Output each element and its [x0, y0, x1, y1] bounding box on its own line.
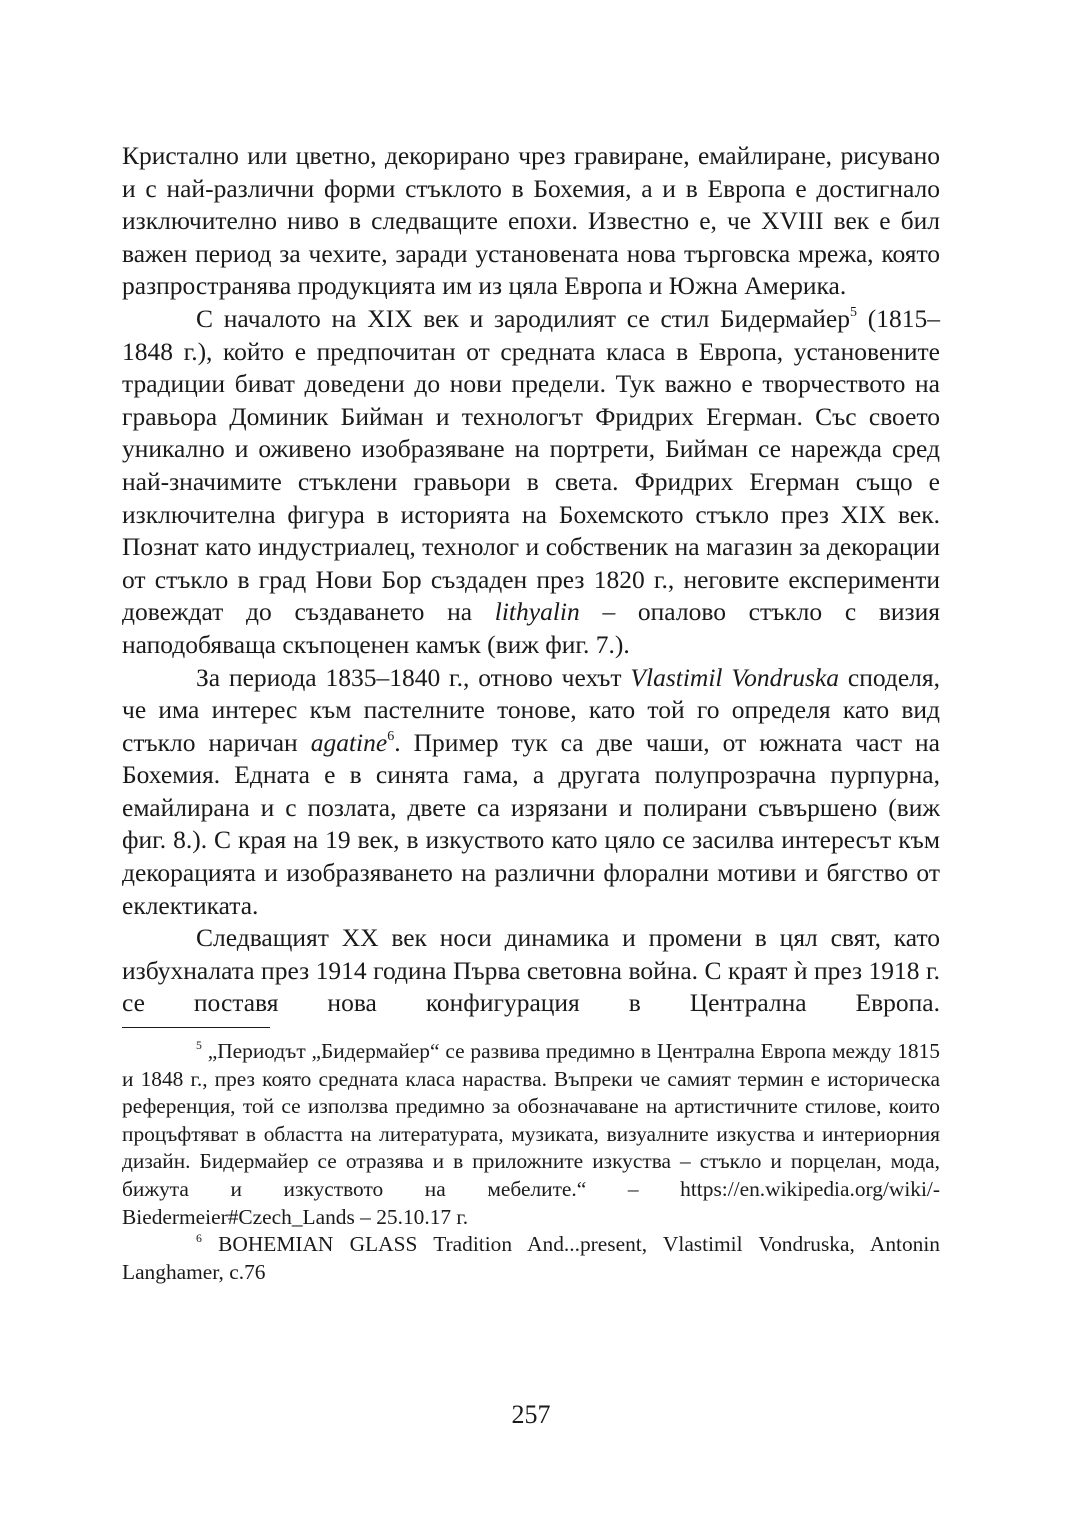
author-name: Vlastimil Vondruska — [630, 662, 840, 692]
footnote-6-mark: 6 — [196, 1231, 202, 1245]
term-agatine: agatine — [310, 727, 388, 757]
page-number: 257 — [511, 1400, 551, 1429]
paragraph-1: Кристално или цветно, декорирано чрез гравиране, емайлиране, рисувано и с най-различни форми стъклото в Бохемия, а и в Европа е достигнало изключително ниво в следващите епохи. Известно е, че XVIII век е бил важен период за чехите, заради установената нова търговска мрежа, която разпространява продукцията им из цяла Европа и Южна Америка. — [122, 141, 940, 301]
paragraph-4: Следващият XX век носи динамика и промени в цял свят, като избухналата през 1914 година Първа световна война. С краят ѝ през 1918 г. се поставя нова конфигурация в Централна Европа. — [122, 923, 940, 1018]
paragraph-3 — [122, 662, 940, 923]
page-content — [122, 140, 940, 1286]
footnote-5 — [122, 1038, 940, 1231]
footnote-5-text: „Периодът „Бидермайер“ се развива предимно в Централна Европа между 1815 и 1848 г., през която средната класа нараства. Въпреки че самият термин е историческа референция, той се използва предимно за обозначаване на артистичните стилове, които процъфтяват в областта на литературата, музиката, визуалните изкуства и интериорния дизайн. Бидермайер се отразява и в приложните изкуства – стъкло и порцелан, мода, бижута и изкуството на мебелите.“ – https://en.wikipedia.org/wiki/Biedermeier#Czech_Lands – 25.10.17 г. — [122, 1039, 940, 1229]
paragraph-3-part-c: . Пример тук са две чаши, от южната част на Бохемия. Едната е в синята гама, а другата полупрозрачна пурпурна, емайлирана и с позлата, двете са изрязани и полирани съвършено (виж фиг. 8.). С края на 19 век, в изкуството като цяло се засилва интересът към декорацията и изобразяването на различни флорални мотиви и бягство от еклектиката. — [122, 727, 940, 920]
footnote-6-text: BOHEMIAN GLASS Tradition And...present, Vlastimil Vondruska, Antonin Langhamer, с.76 — [122, 1232, 940, 1284]
paragraph-2-part-c: – опалово стъкло с визия наподобяваща скъпоценен камък (виж фиг. 7.). — [122, 597, 940, 659]
paragraph-3-part-b: споделя, че има интерес към пастелните тонове, като той го определя като вид стъкло наричан — [122, 662, 940, 757]
body-text — [122, 140, 940, 1020]
footnote-ref-6: 6 — [387, 728, 395, 744]
paragraph-2-part-a: С началото на XIX век и зародилият се стил Бидермайер — [196, 303, 850, 333]
paragraph-2-part-b: (1815–1848 г.), който е предпочитан от средната класа в Европа, установените традиции биват доведени до нови предели. Тук важно е творчеството на гравьора Доминик Бийман и технологът Фридрих Егерман. Със своето уникално и оживено изобразяване на портрети, Бийман се нарежда сред най-значимите стъклени гравьори в света. Фридрих Егерман също е изключителна фигура в историята на Бохемското стъкло през XIX век. Познат като индустриалец, технолог и собственик на магазин за декорации от стъкло в град Нови Бор създаден през 1820 г., неговите експерименти довеждат до създаването на — [122, 303, 940, 627]
footnotes — [122, 1038, 940, 1286]
footnote-ref-5: 5 — [849, 305, 857, 321]
paragraph-2 — [122, 303, 940, 662]
footnote-6 — [122, 1231, 940, 1286]
footnote-divider — [122, 1027, 270, 1028]
paragraph-3-part-a: За периода 1835–1840 г., отново чехът — [196, 662, 631, 692]
term-lithyalin: lithyalin — [494, 597, 580, 627]
footnote-5-mark: 5 — [196, 1038, 202, 1052]
